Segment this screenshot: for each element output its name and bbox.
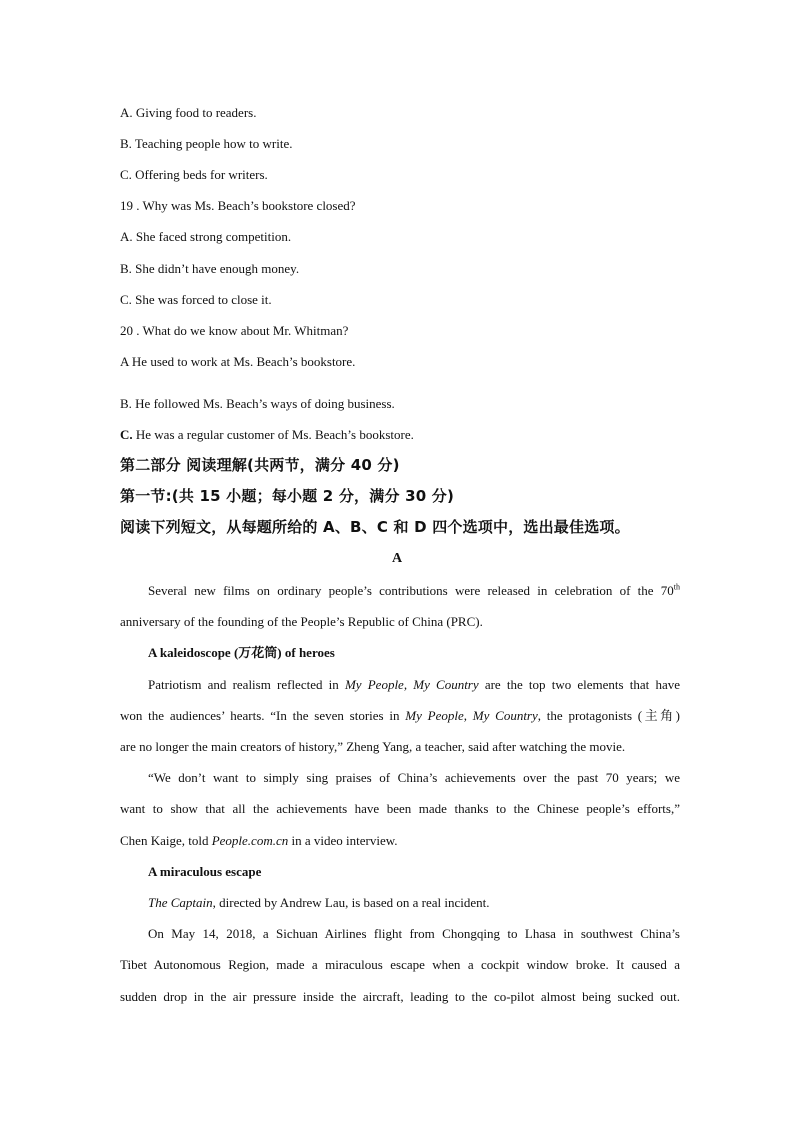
p3-c2: in a video interview. (288, 833, 398, 848)
option-20c (120, 426, 680, 444)
option-18a: A. Giving food to readers. (120, 105, 257, 120)
film-title-my-people-2: My People, My Country (405, 708, 538, 723)
passage-label: A (391, 551, 403, 566)
p1-text: Several new films on ordinary people’s contributions were released in celebration of the 70 (148, 583, 674, 598)
part-title: 第二部分 阅读理解(共两节，满分 40 分) (120, 456, 400, 474)
p2-a2: are the top two elements that have (478, 677, 680, 692)
option-19b: B. She didn’t have enough money. (120, 261, 300, 276)
paragraph-5-line-2: Tibet Autonomous Region, made a miraculous escape when a cockpit window broke. It caused a (120, 957, 680, 972)
paragraph-5-line-1: On May 14, 2018, a Sichuan Airlines flight from Chongqing to Lhasa in southwest China’s (148, 926, 680, 941)
option-19c: C. She was forced to close it. (120, 292, 272, 307)
option-19a: A. She faced strong competition. (120, 229, 292, 244)
paragraph-3-line-1: “We don’t want to simply sing praises of China’s achievements over the past 70 years; we (148, 770, 680, 785)
paragraph-3-line-2: want to show that all the achievements have been made thanks to the Chinese people’s efforts,” (120, 801, 680, 816)
p3-c1: Chen Kaige, told (120, 833, 212, 848)
section-title: 第一节:(共 15 小题；每小题 2 分，满分 30 分) (120, 487, 455, 505)
paragraph-1-line-2: anniversary of the founding of the People’s Republic of China (PRC). (120, 614, 483, 629)
option-20a: A He used to work at Ms. Beach’s bookstore. (120, 354, 356, 369)
film-title-the-captain: The Captain (148, 895, 213, 910)
option-18b: B. Teaching people how to write. (120, 136, 293, 151)
p2-b2: , the protagonists (主角) (537, 708, 681, 723)
option-20b: B. He followed Ms. Beach’s ways of doing business. (120, 396, 395, 411)
website-name: People.com.cn (211, 833, 289, 848)
paragraph-3-line-3 (120, 832, 680, 850)
p4-rest: , directed by Andrew Lau, is based on a real incident. (212, 895, 490, 910)
option-20c-letter: C. (120, 427, 133, 442)
heading-kaleidoscope: A kaleidoscope (万花筒) of heroes (148, 645, 335, 660)
p2-a1: Patriotism and realism reflected in (148, 677, 345, 692)
option-18c: C. Offering beds for writers. (120, 167, 268, 182)
paragraph-4 (148, 894, 680, 912)
p1-superscript: th (673, 582, 680, 592)
question-19: 19 . Why was Ms. Beach’s bookstore closed? (120, 198, 356, 213)
paragraph-2-line-2 (120, 707, 680, 725)
p2-b1: won the audiences’ hearts. “In the seven stories in (120, 708, 406, 723)
paragraph-1-line-1 (148, 582, 680, 600)
question-20: 20 . What do we know about Mr. Whitman? (120, 323, 349, 338)
film-title-my-people: My People, My Country (344, 677, 479, 692)
instructions: 阅读下列短文，从每题所给的 A、B、C 和 D 四个选项中，选出最佳选项。 (120, 518, 630, 536)
paragraph-2-line-3: are no longer the main creators of history,” Zheng Yang, a teacher, said after watching the movie. (120, 739, 626, 754)
heading-miraculous-escape: A miraculous escape (148, 864, 262, 879)
paragraph-5-line-3: sudden drop in the air pressure inside the aircraft, leading to the co-pilot almost being sucked out. (120, 989, 680, 1004)
paragraph-2-line-1 (148, 676, 680, 694)
option-20c-text: He was a regular customer of Ms. Beach’s bookstore. (132, 427, 414, 442)
